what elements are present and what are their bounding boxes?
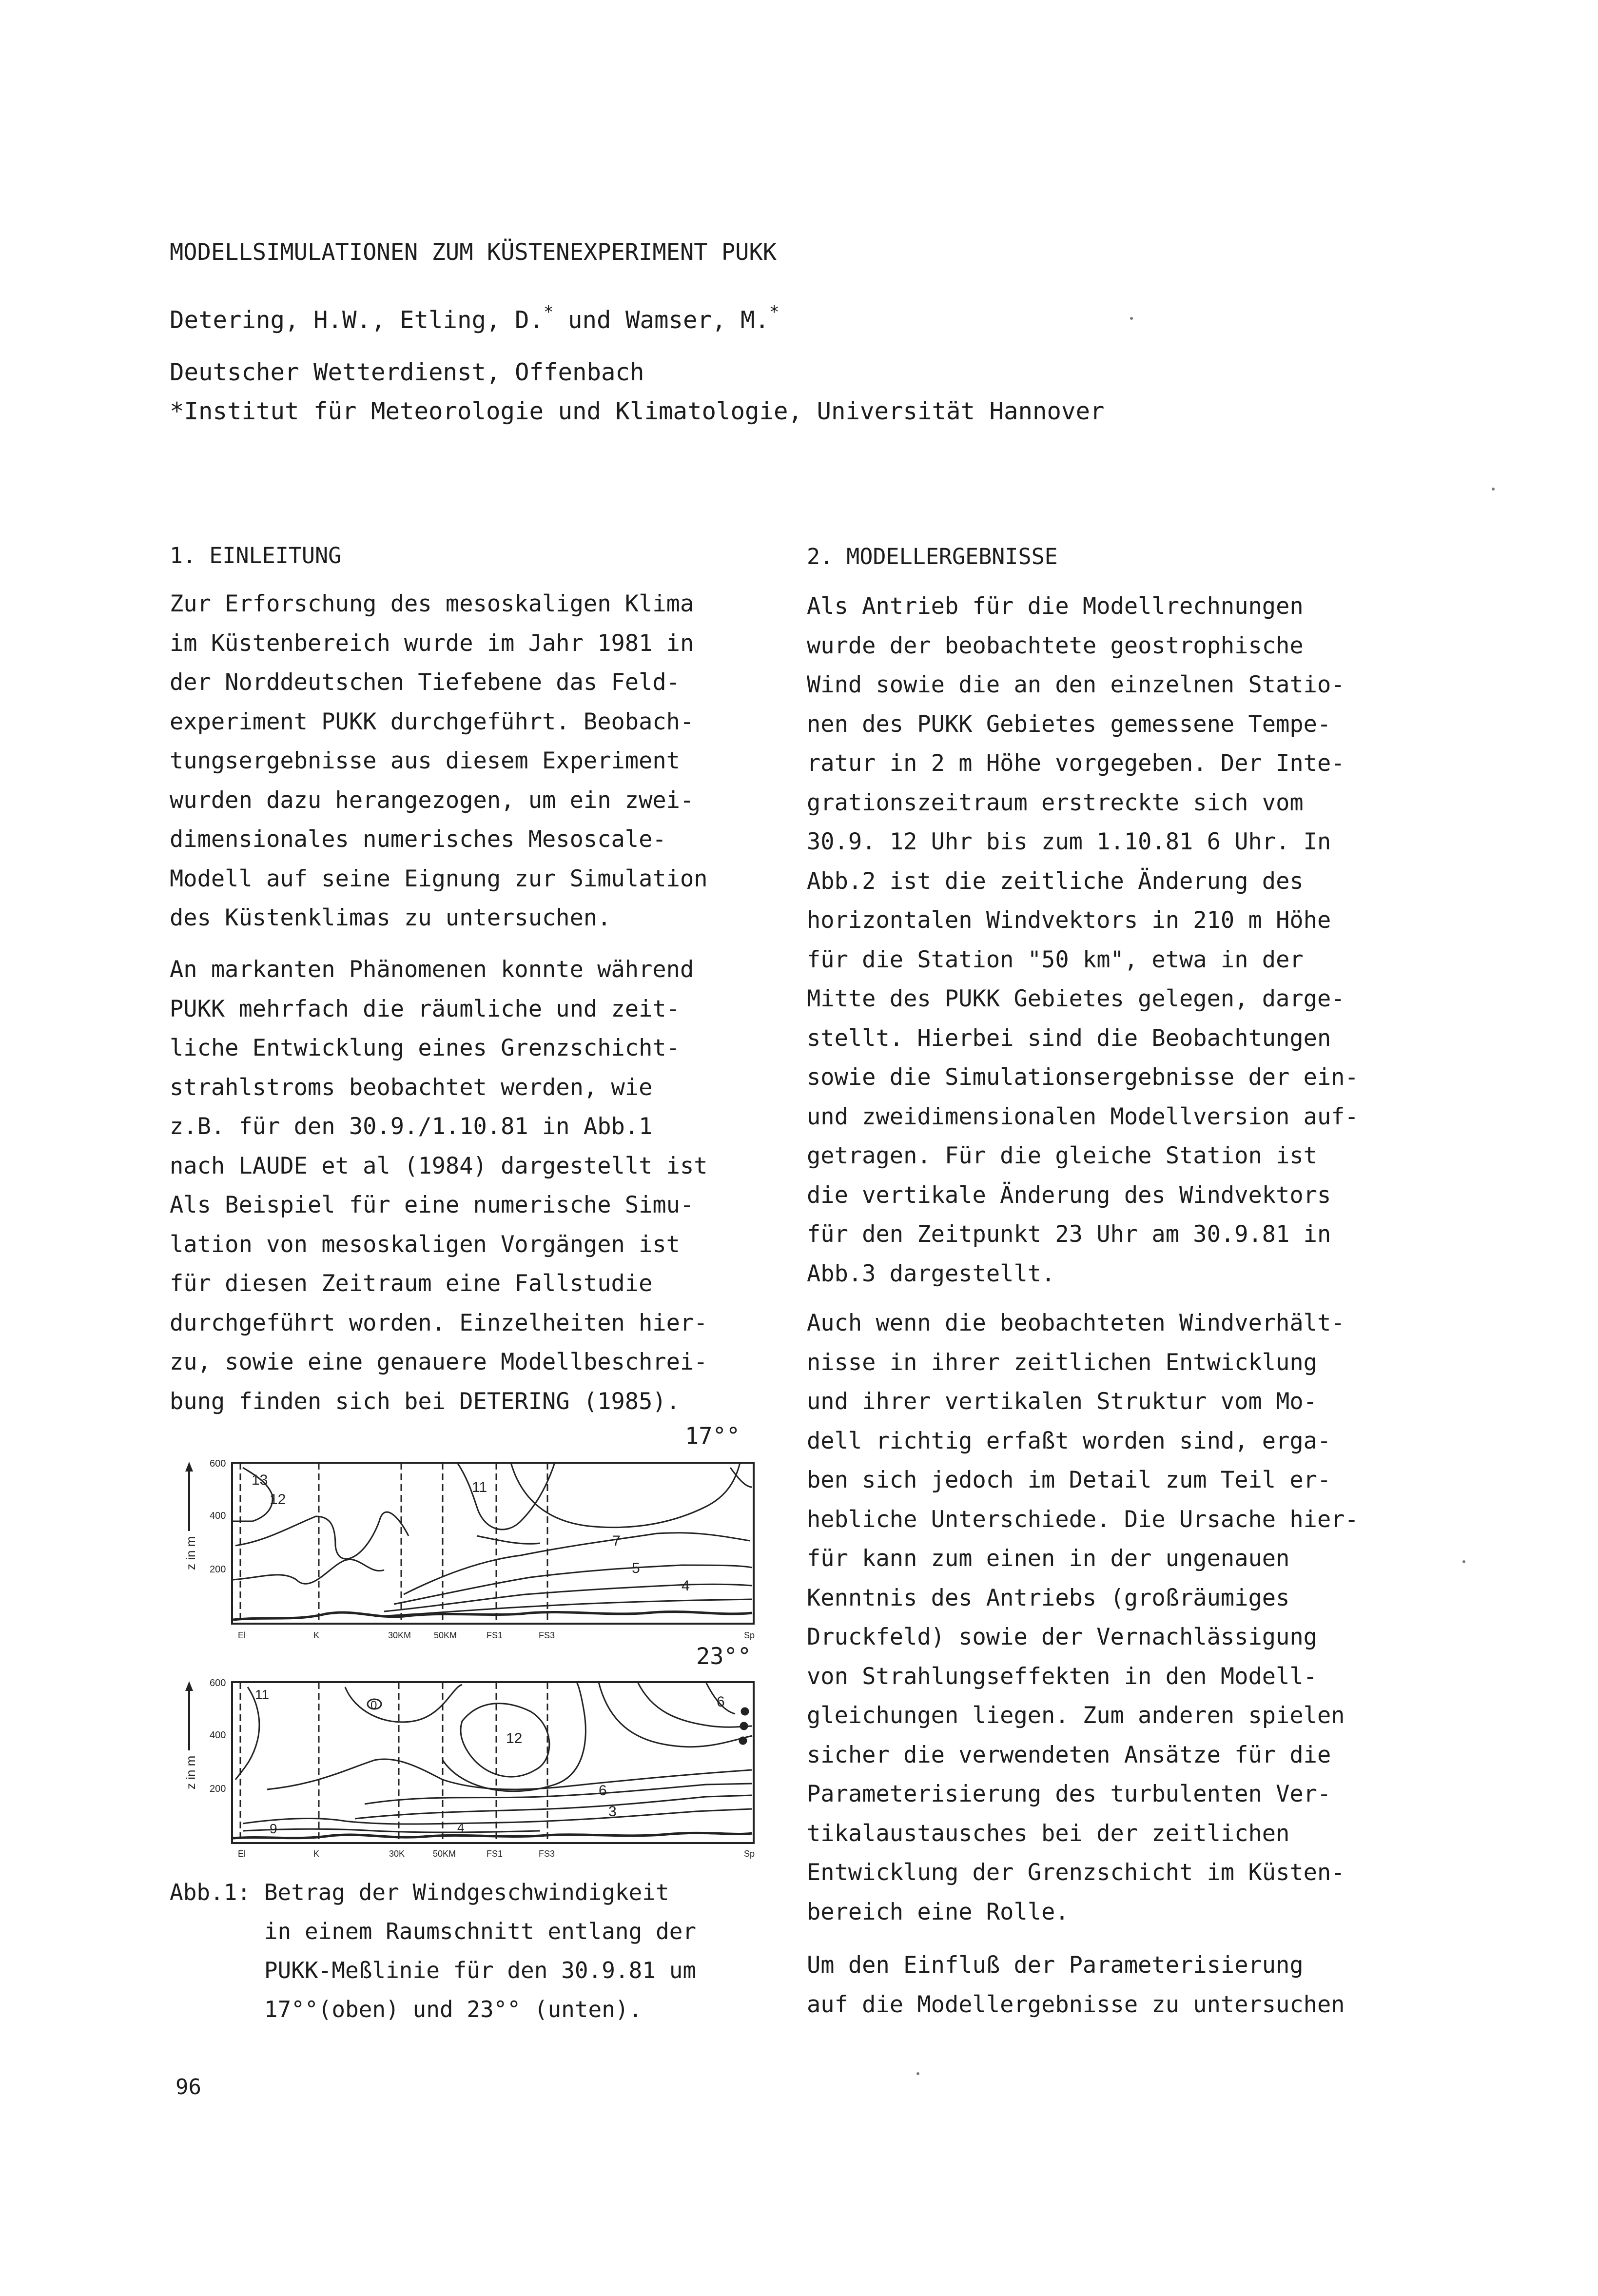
section-2-paragraph-2-line: sicher die verwendeten Ansätze für die — [807, 1741, 1331, 1768]
top-x-label-50km: 50KM — [434, 1630, 457, 1640]
scan-speck — [1462, 1560, 1465, 1563]
authors-part2: und Wamser, M. — [553, 306, 770, 334]
top-x-label-fs1: FS1 — [487, 1630, 503, 1640]
affiliation-1: Deutscher Wetterdienst, Offenbach — [170, 358, 644, 386]
section-2-paragraph-2-line: tikalaustausches bei der zeitlichen — [807, 1820, 1290, 1847]
section-1-paragraph-1-line: des Küstenklimas zu untersuchen. — [170, 904, 611, 931]
section-2-paragraph-2-line: nisse in ihrer zeitlichen Entwicklung — [807, 1349, 1317, 1376]
bottom-y-axis-label: z in m — [183, 1755, 198, 1789]
section-1-paragraph-1-line: dimensionales numerisches Mesoscale- — [170, 826, 666, 853]
section-2-paragraph-1-line: getragen. Für die gleiche Station ist — [807, 1142, 1317, 1169]
figure-bottom-time-label: 23°° — [696, 1643, 752, 1670]
section-2-paragraph-1-line: Wind sowie die an den einzelnen Statio- — [807, 671, 1345, 698]
section-1-paragraph-2-line: für diesen Zeitraum eine Fallstudie — [170, 1270, 653, 1297]
bottom-y-tick-200: 200 — [210, 1784, 226, 1794]
section-2-paragraph-1-line: 30.9. 12 Uhr bis zum 1.10.81 6 Uhr. In — [807, 828, 1331, 855]
section-2-paragraph-1-line: für den Zeitpunkt 23 Uhr am 30.9.81 in — [807, 1221, 1331, 1248]
top-panel-frame — [232, 1463, 754, 1624]
top-contour-corner — [730, 1468, 752, 1487]
bottom-ground-line — [233, 1833, 752, 1838]
top-y-tick-600: 600 — [210, 1458, 226, 1469]
bottom-y-tick-600: 600 — [210, 1678, 226, 1688]
section-2-paragraph-1-line: für die Station "50 km", etwa in der — [807, 946, 1304, 973]
paper-title: MODELLSIMULATIONEN ZUM KÜSTENEXPERIMENT PUKK — [170, 239, 777, 266]
bottom-contour-mid — [267, 1759, 752, 1789]
section-2-paragraph-1-line: stellt. Hierbei sind die Beobachtungen — [807, 1024, 1331, 1052]
section-2-paragraph-2-line: ben sich jedoch im Detail zum Teil er- — [807, 1467, 1331, 1493]
section-1-paragraph-2-line: liche Entwicklung eines Grenzschicht- — [170, 1035, 680, 1061]
top-y-axis-label: z in m — [183, 1536, 198, 1570]
figure-1-svg — [170, 1448, 774, 1877]
top-contour-11-lower — [235, 1512, 409, 1559]
top-contour-label-12: 12 — [270, 1491, 286, 1508]
author-star-1: * — [544, 302, 554, 322]
top-contour-low-1 — [233, 1559, 384, 1584]
section-2-paragraph-2-line: Auch wenn die beobachteten Windverhält- — [807, 1310, 1345, 1336]
section-1-paragraph-1-line: Zur Erforschung des mesoskaligen Klima — [170, 590, 694, 617]
top-x-label-sp: Sp — [744, 1630, 755, 1640]
caption-line: 17°°(oben) und 23°° (unten). — [170, 1996, 643, 2022]
top-contour-upper-right — [511, 1463, 740, 1528]
section-2-heading: 2. MODELLERGEBNISSE — [807, 544, 1058, 569]
caption-line: Abb.1: Betrag der Windgeschwindigkeit — [170, 1879, 669, 1905]
bottom-obs-dot-2 — [741, 1723, 747, 1729]
section-1-paragraph-2-line: Als Beispiel für eine numerische Simu- — [170, 1192, 694, 1218]
section-2-paragraph-1-line: ratur in 2 m Höhe vorgegeben. Der Inte- — [807, 750, 1345, 777]
section-2-paragraph-1-line: und zweidimensionalen Modellversion auf- — [807, 1103, 1359, 1130]
section-1-paragraph-2-line: lation von mesoskaligen Vorgängen ist — [170, 1231, 680, 1258]
section-2-paragraph-1-line: wurde der beobachtete geostrophische — [807, 632, 1304, 659]
section-1-paragraph-1-line: im Küstenbereich wurde im Jahr 1981 in — [170, 629, 694, 657]
section-2-paragraph-1-line: sowie die Simulationsergebnisse der ein- — [807, 1064, 1359, 1091]
section-1-paragraph-1-line: tungsergebnisse aus diesem Experiment — [170, 747, 680, 774]
page-number: 96 — [175, 2075, 201, 2100]
section-2-paragraph-2-line: Parameterisierung des turbulenten Ver- — [807, 1781, 1331, 1807]
section-2-paragraph-2-line: dell richtig erfaßt worden sind, erga- — [807, 1427, 1331, 1454]
section-1-heading: 1. EINLEITUNG — [170, 543, 342, 569]
author-line — [170, 302, 780, 334]
section-1-paragraph-1-line: wurden dazu herangezogen, um ein zwei- — [170, 786, 694, 814]
section-2-paragraph-1-line: horizontalen Windvektors in 210 m Höhe — [807, 907, 1331, 934]
section-1-paragraph-2-line: strahlstroms beobachtet werden, wie — [170, 1074, 653, 1101]
section-1-paragraph-2-line: An markanten Phänomenen konnte während — [170, 956, 694, 983]
bottom-contour-label-6: 6 — [599, 1783, 607, 1799]
section-1-paragraph-2-line: durchgeführt worden. Einzelheiten hier- — [170, 1309, 708, 1336]
section-2-paragraph-1-line: die vertikale Änderung des Windvektors — [807, 1181, 1331, 1209]
section-1-paragraph-1-line: Modell auf seine Eignung zur Simulation — [170, 865, 708, 892]
affiliation-2: *Institut für Meteorologie und Klimatologie, Universität Hannover — [170, 397, 1105, 425]
bottom-x-label-fs1: FS1 — [487, 1849, 503, 1859]
section-2-paragraph-1-line: Abb.2 ist die zeitliche Änderung des — [807, 867, 1304, 895]
top-contour-label-4: 4 — [682, 1578, 690, 1594]
section-1-paragraph-2-line: z.B. für den 30.9./1.10.81 in Abb.1 — [170, 1113, 653, 1140]
caption-line: PUKK-Meßlinie für den 30.9.81 um — [170, 1957, 697, 1983]
section-2-paragraph-1-line: nen des PUKK Gebietes gemessene Tempe- — [807, 710, 1331, 738]
figure-1 — [170, 1448, 774, 1877]
bottom-y-tick-400: 400 — [210, 1730, 226, 1741]
authors-part1: Detering, H.W., Etling, D. — [170, 306, 544, 334]
top-contour-4 — [384, 1584, 752, 1611]
top-ground-line — [233, 1612, 752, 1620]
bottom-contour-label-9: 9 — [270, 1821, 277, 1836]
bottom-contour-label-3: 3 — [608, 1804, 617, 1820]
bottom-x-label-sp: Sp — [744, 1849, 755, 1859]
bottom-x-label-fs3: FS3 — [539, 1849, 555, 1859]
section-2-paragraph-1-line: Mitte des PUKK Gebietes gelegen, darge- — [807, 985, 1345, 1012]
top-contour-label-13: 13 — [252, 1472, 268, 1488]
bottom-x-label-el: El — [238, 1849, 246, 1859]
bottom-contour-9 — [243, 1829, 540, 1832]
bottom-x-label-30k: 30K — [389, 1849, 405, 1859]
section-1-paragraph-1-line: der Norddeutschen Tiefebene das Feld- — [170, 669, 680, 696]
section-2-paragraph-2-line: Entwicklung der Grenzschicht im Küsten- — [807, 1859, 1345, 1886]
section-1-paragraph-2-line: PUKK mehrfach die räumliche und zeit- — [170, 995, 680, 1022]
section-2-paragraph-2-line: bereich eine Rolle. — [807, 1898, 1069, 1925]
top-contour-label-5: 5 — [632, 1560, 640, 1576]
section-2-paragraph-2-line: für kann zum einen in der ungenauen — [807, 1545, 1290, 1572]
top-y-tick-200: 200 — [210, 1564, 226, 1575]
bottom-contour-6-top — [638, 1682, 752, 1727]
top-contour-7 — [404, 1533, 750, 1594]
caption-line: in einem Raumschnitt entlang der — [170, 1918, 697, 1944]
bottom-contour-label-4: 4 — [457, 1820, 465, 1835]
top-x-label-k: K — [313, 1630, 320, 1640]
bottom-contour-upper-right — [599, 1682, 752, 1747]
top-x-label-fs3: FS3 — [539, 1630, 555, 1640]
top-contour-label-11: 11 — [472, 1479, 487, 1495]
top-contour-label-7: 7 — [612, 1533, 621, 1549]
section-2-paragraph-2-line: von Strahlungseffekten in den Modell- — [807, 1663, 1317, 1690]
bottom-contour-upper-1 — [345, 1685, 462, 1722]
section-2-paragraph-2-line: Druckfeld) sowie der Vernachlässigung — [807, 1624, 1317, 1650]
bottom-obs-dot-3 — [740, 1737, 746, 1744]
bottom-y-arrowhead — [185, 1681, 193, 1691]
section-2-paragraph-3-line: Um den Einfluß der Parameterisierung — [807, 1952, 1304, 1979]
bottom-contour-label-11: 11 — [255, 1687, 270, 1702]
section-2-paragraph-2-line: gleichungen liegen. Zum anderen spielen — [807, 1702, 1345, 1729]
top-y-tick-400: 400 — [210, 1511, 226, 1521]
bottom-contour-label-6-top: 6 — [717, 1694, 725, 1710]
section-1-paragraph-2-line: zu, sowie eine genauere Modellbeschrei- — [170, 1349, 708, 1375]
section-1-paragraph-2-line: nach LAUDE et al (1984) dargestellt ist — [170, 1152, 708, 1179]
section-2-paragraph-2-line: und ihrer vertikalen Struktur vom Mo- — [807, 1388, 1317, 1415]
scan-speck — [1492, 488, 1495, 491]
top-panel — [183, 1458, 755, 1640]
figure-top-time-label: 17°° — [685, 1423, 741, 1450]
bottom-x-label-k: K — [313, 1849, 320, 1859]
section-2-paragraph-2-line: hebliche Unterschiede. Die Ursache hier- — [807, 1506, 1359, 1533]
section-1-paragraph-2-line: bung finden sich bei DETERING (1985). — [170, 1388, 680, 1415]
top-contour-bump — [477, 1536, 540, 1544]
section-2-paragraph-1-line: Als Antrieb für die Modellrechnungen — [807, 593, 1304, 620]
bottom-panel — [183, 1678, 755, 1859]
scan-speck — [1130, 317, 1133, 320]
top-contour-11 — [457, 1463, 555, 1530]
author-star-2: * — [769, 302, 780, 322]
bottom-x-label-50km: 50KM — [433, 1849, 456, 1859]
top-x-label-el: El — [238, 1630, 246, 1640]
top-x-label-30km: 30KM — [388, 1630, 411, 1640]
section-1-paragraph-1-line: experiment PUKK durchgeführt. Beobach- — [170, 708, 694, 735]
section-2-paragraph-2-line: Kenntnis des Antriebs (großräumiges — [807, 1584, 1290, 1611]
bottom-contour-label-12: 12 — [506, 1730, 523, 1747]
bottom-obs-dot-1 — [741, 1708, 748, 1715]
bottom-contour-12 — [461, 1704, 549, 1777]
scan-speck — [916, 2072, 919, 2075]
top-y-arrowhead — [185, 1462, 193, 1472]
bottom-contour-label-0: 0 — [370, 1699, 377, 1712]
section-2-paragraph-3-line: auf die Modellergebnisse zu untersuchen — [807, 1991, 1345, 2018]
section-2-paragraph-1-line: grationszeitraum erstreckte sich vom — [807, 789, 1304, 816]
section-2-paragraph-1-line: Abb.3 dargestellt. — [807, 1260, 1055, 1287]
